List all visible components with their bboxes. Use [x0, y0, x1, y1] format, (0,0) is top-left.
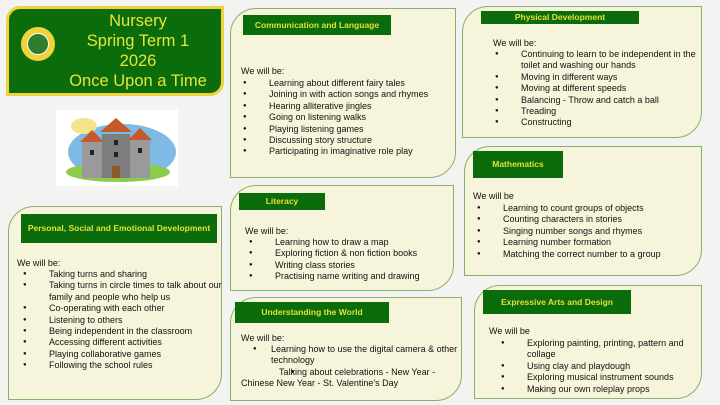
list-item: ● Being independent in the classroom — [11, 326, 223, 337]
physical-intro: We will be: — [493, 38, 537, 48]
list-item: ● Using clay and playdough — [489, 361, 701, 372]
title-banner — [6, 6, 224, 96]
literacy-list — [237, 237, 453, 283]
list-item: ● Joining in with action songs and rhymes — [231, 89, 451, 100]
school-crest-logo-icon — [19, 25, 57, 63]
list-item: ● Learning to count groups of objects — [465, 203, 701, 214]
understanding-intro: We will be: — [241, 333, 285, 343]
title-line-term: Spring Term 1 — [86, 32, 190, 50]
list-item: ● Going on listening walks — [231, 112, 451, 123]
list-item: ● Singing number songs and rhymes — [465, 226, 701, 237]
literacy-card — [230, 185, 454, 291]
list-item: ● Exploring musical instrument sounds — [489, 372, 701, 383]
understanding-world-heading: Understanding the World — [235, 302, 389, 323]
list-item: ● Following the school rules — [11, 360, 223, 371]
expressive-arts-heading: Expressive Arts and Design — [483, 290, 631, 314]
list-item: ● Moving in different ways — [483, 72, 701, 83]
list-item: ● Learning about different fairy tales — [231, 78, 451, 89]
communication-intro: We will be: — [241, 66, 285, 76]
list-item: ● Balancing - Throw and catch a ball — [483, 95, 701, 106]
communication-language-card — [230, 8, 456, 178]
pse-list — [11, 269, 223, 372]
understanding-world-card — [230, 297, 462, 401]
list-item: ● Listening to others — [11, 315, 223, 326]
list-item: ● Playing listening games — [231, 124, 451, 135]
expressive-intro: We will be — [489, 326, 530, 336]
list-item: ● Talking about celebrations - New Year - Chinese New Year - St. Valentine's Day — [241, 367, 459, 390]
list-item: ● Discussing story structure — [231, 135, 451, 146]
list-item: ● Taking turns in circle times to talk about our family and people who help us — [11, 280, 223, 303]
mathematics-list — [465, 203, 701, 260]
list-item: ● Hearing alliterative jingles — [231, 101, 451, 112]
physical-development-heading: Physical Development — [481, 11, 639, 24]
mathematics-heading: Mathematics — [473, 151, 563, 178]
list-item: ● Accessing different activities — [11, 337, 223, 348]
list-item: ● Learning how to draw a map — [237, 237, 453, 248]
pse-development-heading: Personal, Social and Emotional Development — [21, 214, 217, 243]
list-item: ● Taking turns and sharing — [11, 269, 223, 280]
list-item: ● Writing class stories — [237, 260, 453, 271]
list-item: ● Co-operating with each other — [11, 303, 223, 314]
list-item: ● Exploring painting, printing, pattern and collage — [489, 338, 701, 361]
list-item: ● Practising name writing and drawing — [237, 271, 453, 282]
list-item: ● Matching the correct number to a group — [465, 249, 701, 260]
list-item: ● Exploring fiction & non fiction books — [237, 248, 453, 259]
page-title — [55, 11, 221, 91]
list-item: ● Treading — [483, 106, 701, 117]
title-line-topic: Once Upon a Time — [69, 72, 207, 90]
list-item: ● Moving at different speeds — [483, 83, 701, 94]
title-line-class: Nursery — [109, 12, 167, 30]
understanding-list — [241, 344, 459, 390]
mathematics-intro: We will be — [473, 191, 514, 201]
title-line-year: 2026 — [119, 52, 157, 70]
expressive-arts-card — [474, 285, 702, 399]
literacy-heading: Literacy — [239, 193, 325, 210]
castle-illustration — [56, 110, 178, 186]
list-item: ● Constructing — [483, 117, 701, 128]
list-item: ● Participating in imaginative role play — [231, 146, 451, 157]
expressive-list — [489, 338, 701, 395]
communication-list — [231, 78, 451, 158]
literacy-intro: We will be: — [245, 226, 289, 236]
pse-development-card — [8, 206, 222, 400]
physical-list — [483, 49, 701, 129]
pse-intro: We will be: — [17, 258, 61, 268]
list-item: ● Learning number formation — [465, 237, 701, 248]
list-item: ● Making our own roleplay props — [489, 384, 701, 395]
communication-language-heading: Communication and Language — [243, 15, 391, 35]
physical-development-card — [462, 6, 702, 138]
list-item: ● Continuing to learn to be independent in the toilet and washing our hands — [483, 49, 701, 72]
list-item: ● Counting characters in stories — [465, 214, 701, 225]
list-item: ● Playing collaborative games — [11, 349, 223, 360]
list-item: ● Learning how to use the digital camera & other technology — [241, 344, 459, 367]
mathematics-card — [464, 146, 702, 276]
